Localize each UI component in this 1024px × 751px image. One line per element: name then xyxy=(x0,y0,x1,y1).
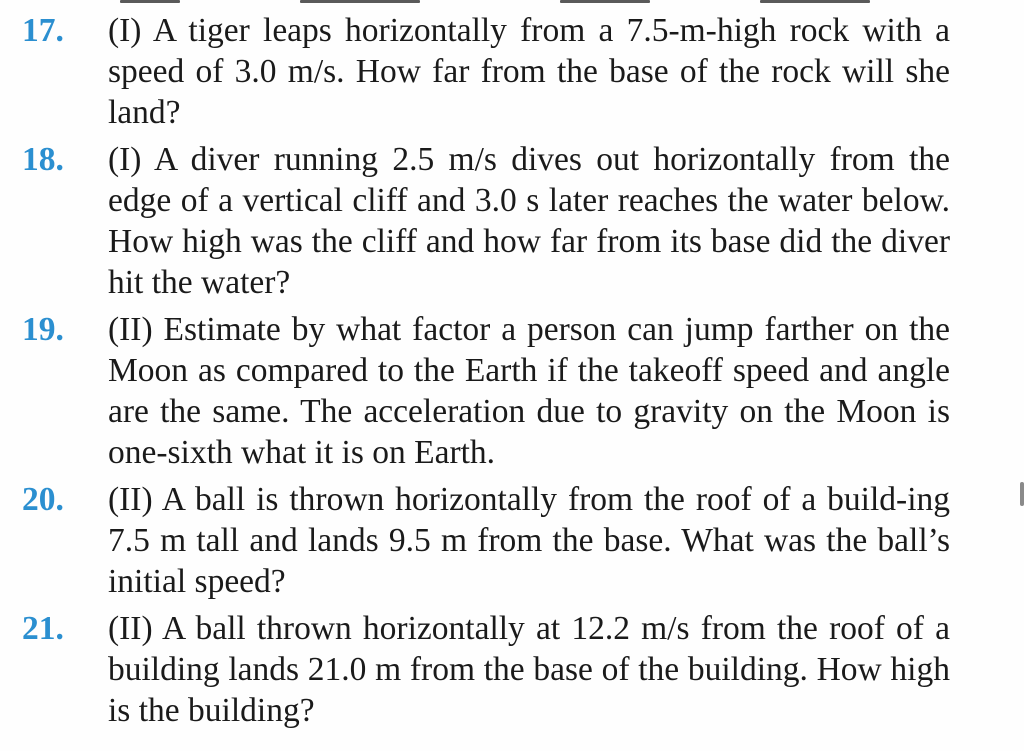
problem-text: (II) A ball thrown horizontally at 12.2 m/s from the roof of a building lands 21.0 m from the base of the building. How high is the building? xyxy=(108,610,950,729)
problem-20 xyxy=(0,479,950,602)
problem-21 xyxy=(0,608,950,731)
cropped-previous-line xyxy=(0,0,1024,6)
problem-text: (I) A tiger leaps horizontally from a 7.5-m-high rock with a speed of 3.0 m/s. How far from the base of the rock will she land? xyxy=(108,12,950,131)
page-edge-mark xyxy=(1020,482,1024,506)
problem-text: (II) Estimate by what factor a person can jump farther on the Moon as compared to the Earth if the takeoff speed and angle are the same. The acceleration due to gravity on the Moon is one-sixth what it is on Earth. xyxy=(108,311,950,471)
problem-17 xyxy=(0,10,950,133)
problem-number: 21. xyxy=(22,610,64,647)
problem-text: (II) A ball is thrown horizontally from the roof of a build-ing 7.5 m tall and lands 9.5 m from the base. What was the ball’s initial speed? xyxy=(108,481,950,600)
cropped-text-fragment xyxy=(300,0,420,3)
problem-text: (I) A diver running 2.5 m/s dives out horizontally from the edge of a vertical cliff and 3.0 s later reaches the water below. How high was the cliff and how far from its base did the diver hit the water? xyxy=(108,141,950,301)
problem-number: 17. xyxy=(22,12,64,49)
problem-number: 20. xyxy=(22,481,64,518)
cropped-text-fragment xyxy=(560,0,650,3)
problem-number: 18. xyxy=(22,141,64,178)
problem-number: 19. xyxy=(22,311,64,348)
cropped-text-fragment xyxy=(120,0,180,3)
problem-18 xyxy=(0,139,950,303)
cropped-text-fragment xyxy=(760,0,870,3)
problem-list xyxy=(0,10,1024,737)
problem-19 xyxy=(0,309,950,473)
